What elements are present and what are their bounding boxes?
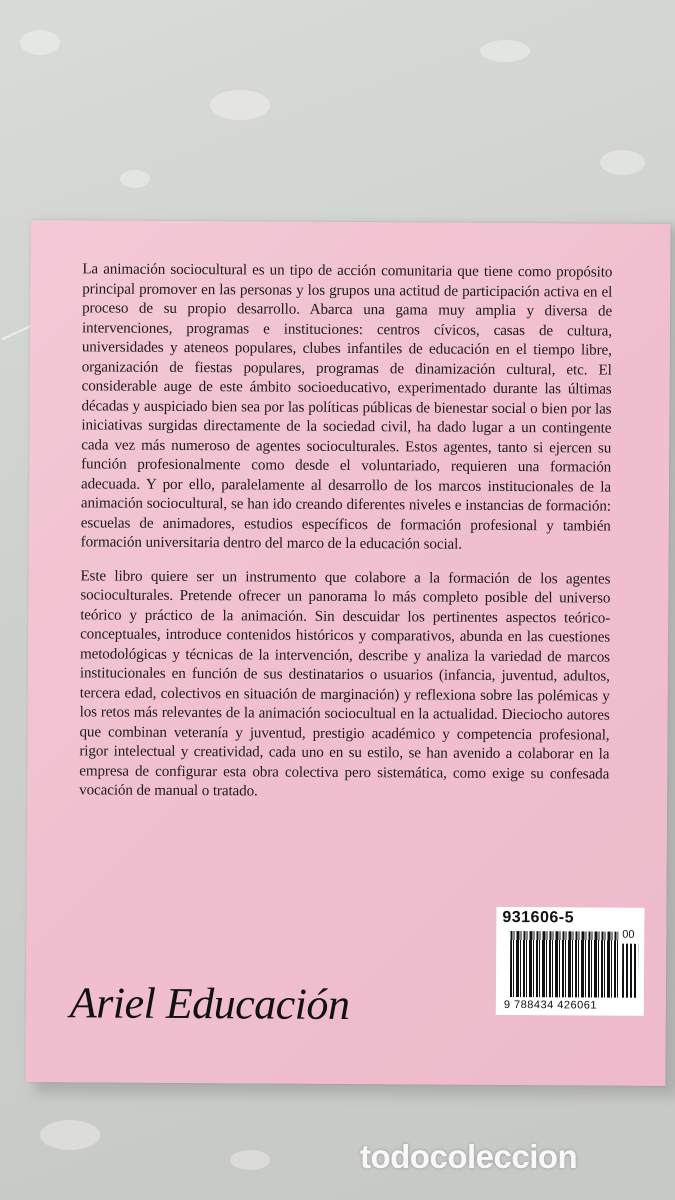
floor-spot	[210, 90, 270, 120]
floor-spot	[40, 1120, 100, 1150]
barcode-label	[496, 907, 645, 1016]
barcode-isbn-digits: 9 788434 426061	[503, 998, 598, 1012]
blurb-paragraph-2: Este libro quiere ser un instrumento que colabore a la formación de los agentes socioculturales. Pretende ofrecer un panorama lo más completo posible del universo teórico y práctico de la animación. Sin descuidar los pertinentes aspectos teórico-conceptuales, introduce contenidos históricos y comparativos, abunda en las cuestiones metodológicas y técnicas de la intervención, describe y analiza la variedad de marcos institucionales en función de sus destinatarios o usuarios (infancia, juventud, adultos, tercera edad, colectivos en situación de marginación) y reflexiona sobre las polémicas y los retos más relevantes de la animación sociocultual en la actualidad. Dieciocho autores que combinan veteranía y juventud, prestigio académico y competencia profesional, rigor intelectual y creatividad, cada uno en su estilo, se han avenido a colaborar en la empresa de configurar esta obra colectiva pero sistemática, como exige su confesada vocación de manual o tratado.	[79, 567, 611, 800]
barcode-addon: 00	[622, 928, 635, 941]
barcode-bars	[510, 931, 618, 998]
floor-spot	[20, 30, 60, 55]
floor-spot	[480, 40, 530, 62]
blurb-paragraph-1: La animación sociocultural es un tipo de acción comunitaria que tiene como propósito principal promover en las personas y los grupos una actitud de participación activa en el proceso de su propio desarrollo. Abarca una gama muy amplia y diversa de intervenciones, programas e instituciones: centros cívicos, casas de cultura, universidades y ateneos populares, clubes infantiles de educación en el tiempo libre, organización de fiestas populares, programas de dinamización cultural, etc. El considerable auge de este ámbito socioeducativo, experimentado durante las últimas décadas y auspiciado bien sea por las políticas públicas de bienestar social o bien por las iniciativas surgidas directamente de la sociedad civil, ha dado lugar a un contingente cada vez más numeroso de agentes socioculturales. Estos agentes, tanto si ejercen su función profesionalmente como desde el voluntariado, requieren una formación adecuada. Y por ello, paralelamente al desarrollo de los marcos institucionales de la animación sociocultural, se han ido creando diferentes niveles e instancias de formación: escuelas de animadores, estudios específicos de formación profesional y también formación universitaria dentro del marco de la educación social.	[80, 261, 613, 553]
book-back-cover	[25, 220, 670, 1086]
floor-spot	[120, 170, 150, 188]
barcode-code-top: 931606-5	[502, 908, 575, 927]
floor-spot	[230, 1150, 270, 1170]
publisher-logo: Ariel Educación	[69, 978, 350, 1030]
blurb-text	[79, 260, 612, 818]
barcode-addon-bars	[622, 944, 638, 998]
site-watermark: todocoleccion	[360, 1138, 578, 1175]
floor-spot	[600, 150, 645, 175]
